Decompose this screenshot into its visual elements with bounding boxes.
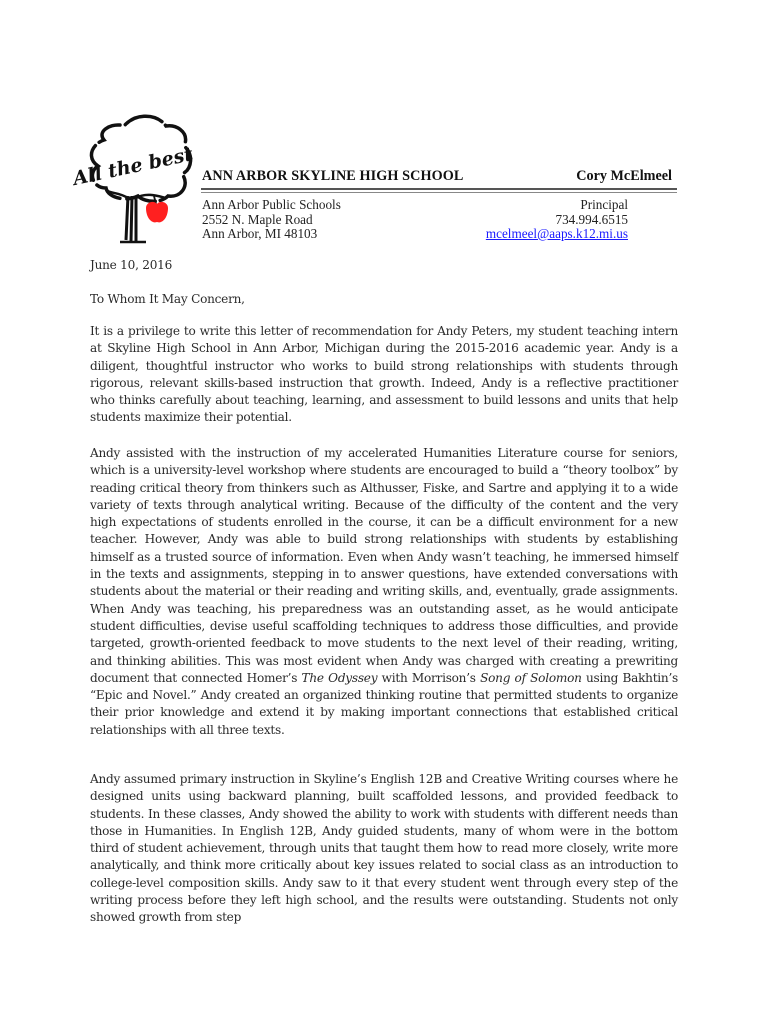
school-name: ANN ARBOR SKYLINE HIGH SCHOOL: [202, 168, 464, 184]
all-the-best-tree-logo: [66, 100, 216, 250]
book-title-song-of-solomon: Song of Solomon: [480, 670, 582, 685]
book-title-odyssey: The Odyssey: [301, 670, 378, 685]
paragraph-1: It is a privilege to write this letter of recommendation for Andy Peters, my student teaching intern at Skyline High School in Ann Arbor, Michigan during the 2015-2016 academic year. Andy is a diligent, thoughtful instructor who works to build strong relationships with students through rigorous, relevant skills-based instruction that growth. Indeed, Andy is a reflective practitioner who thinks carefully about teaching, learning, and assessment to build lessons and units that help students maximize their potential.: [90, 324, 678, 425]
paragraph-3: Andy assumed primary instruction in Skyline’s English 12B and Creative Writing courses where he designed units using backward planning, built scaffolded lessons, and provided feedback to students. In these classes, Andy showed the ability to work with students with different needs than those in Humanities. In English 12B, Andy guided students, many of whom were in the bottom third of student achievement, through units that taught them how to read more closely, write more analytically, and think more critically about key issues related to social class as an introduction to college-level composition skills. Andy saw to it that every student went through every step of the writing process before they left high school, and the results were outstanding. Students not only showed growth from step: [90, 772, 678, 925]
svg-text:All the best: All the best: [71, 143, 195, 191]
city-state-zip: Ann Arbor, MI 48103: [202, 226, 318, 241]
paragraph-2: [90, 445, 678, 739]
letterhead-divider-thick: [201, 188, 677, 190]
letter-date: June 10, 2016: [90, 258, 173, 272]
letter-salutation: To Whom It May Concern,: [90, 292, 245, 306]
letterhead-divider-thin: [201, 192, 677, 193]
principal-title: Principal: [580, 197, 628, 212]
paragraph-2-text-a: Andy assisted with the instruction of my accelerated Humanities Literature course for seniors, which is a university-level workshop where students are encouraged to build a “theory toolbox” by reading critical theory from thinkers such as Althusser, Fiske, and Sartre and applying it to a wide variety of texts through analytical writing. Because of the difficulty of the content and the very high expectations of students enrolled in the course, it can be a difficult environment for a new teacher. However, Andy was able to build strong relationships with students by establishing himself as a trusted source of information. Even when Andy wasn’t teaching, he immersed himself in the texts and assignments, stepping in to answer questions, have extended conversations with students about the material or their reading and writing skills, and, eventually, grade assignments. When Andy was teaching, his preparedness was an outstanding asset, as he would anticipate student difficulties, devise useful scaffolding techniques to address those difficulties, and provide targeted, growth-oriented feedback to move students to the next level of their reading, writing, and thinking abilities. This was most evident when Andy was charged with creating a prewriting document that connected Homer’s: [90, 446, 678, 685]
street-address: 2552 N. Maple Road: [202, 211, 313, 227]
phone-number: 734.994.6515: [555, 211, 628, 227]
principal-name: Cory McElmeel: [576, 168, 672, 184]
principal-contact-block: [486, 198, 628, 242]
tree-apple-icon: [66, 100, 216, 250]
email-link[interactable]: mcelmeel@aaps.k12.mi.us: [485, 226, 628, 241]
paragraph-2-text-c: using Bakhtin’s “Epic and Novel.” Andy created an organized thinking routine that permitted students to organize their prior knowledge and extend it by making important connections that established critical relationships with all three texts.: [90, 670, 679, 737]
paragraph-2-text-b: with Morrison’s: [377, 670, 481, 685]
school-address-block: [202, 198, 341, 242]
district-name: Ann Arbor Public Schools: [202, 197, 341, 212]
